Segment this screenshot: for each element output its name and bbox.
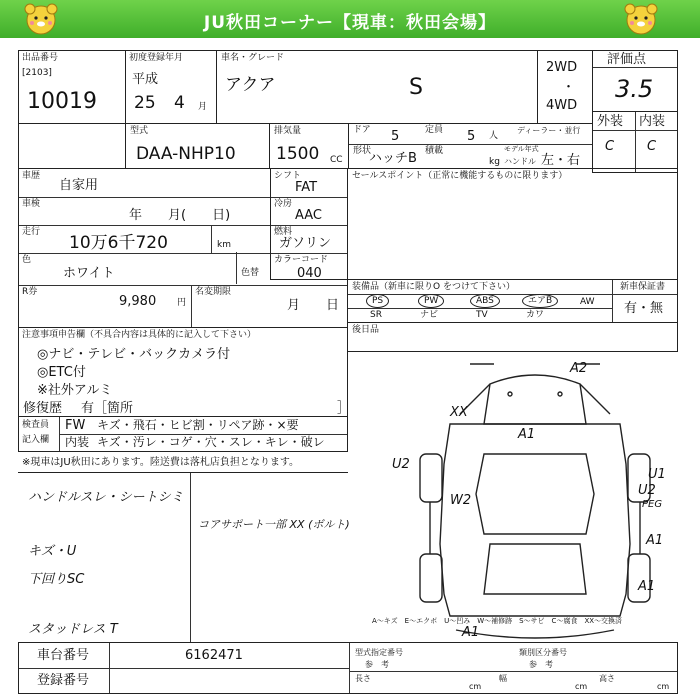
shift-ac-fuel-box: シフト FAT 冷房 AAC 燃料 ガソリン カラーコード 040 — [270, 168, 348, 280]
damage-mark: A2 — [570, 361, 588, 376]
damage-mark: W2 — [450, 493, 472, 508]
model-box: 車名・グレード アクア S — [216, 50, 538, 124]
banner-title: JU秋田コーナー【現車：秋田会場】 — [203, 13, 497, 33]
damage-mark: A1 — [638, 579, 656, 594]
details-block: 車歴 自家用 車検 年 月( 日) 走行 10万6千720 km 色 ホワイト 色替 R券 9,980 円 名変期限 月 日 — [18, 168, 348, 328]
lot-number: 10019 — [27, 89, 97, 114]
damage-mark: A1 — [646, 533, 664, 548]
score-box: 評価点 3.5 — [592, 50, 678, 112]
sales-point-box: セールスポイント（正常に機能するものに限ります） — [347, 168, 678, 280]
spacer-left — [18, 123, 126, 169]
remarks-box: ハンドルスレ・シートシミ キズ・U 下回りSC スタッドレス T コアサポート一部 XX (ボルト) — [18, 472, 348, 642]
damage-mark: U2 — [638, 483, 656, 498]
aftermarket-box: 後日品 — [347, 322, 678, 352]
equipment-box: 装備品（新車に限りO をつけて下さい） 新車保証書 PS PW ABS エアB AW SR ナビ TV カワ 有・無 — [347, 279, 678, 323]
damage-mark: XX — [450, 405, 468, 420]
score: 3.5 — [615, 75, 654, 103]
condition-box: 外装 内装 C C — [592, 111, 678, 173]
car-name: アクア — [225, 75, 276, 95]
type-box: 型式 DAA-NHP10 — [125, 123, 270, 169]
lot-box: 出品番号 [2103] 10019 — [18, 50, 126, 124]
disclaimer: ※現車はJU秋田にあります。陸送費は落札店負担となります。 — [22, 457, 300, 468]
car-diagram — [390, 354, 680, 654]
doors-box: ドア 5 定員 5 人 ディーラー・並行 形状 ハッチB 積載 kg モデル年式 ハンドル 左・右 — [348, 123, 593, 169]
drive-box: 2WD ・ 4WD — [537, 50, 593, 124]
footer-box: 車台番号 6162471 登録番号 型式指定番号 参 考 類別区分番号 参 考 長さ cm 幅 cm 高さ cm — [18, 642, 678, 694]
damage-mark: U2 — [392, 457, 410, 472]
header-banner — [0, 0, 700, 38]
inspector-box: 検査員 記入欄 FW キズ・飛石・ヒビ割・リペア跡・×要 内装 キズ・汚レ・コゲ・穴・スレ・キレ・破レ — [18, 416, 348, 452]
damage-mark: U1 — [648, 467, 666, 482]
damage-legend: A～キズ E～エクボ U～凹み W～補修跡 S～サビ C～腐食 XX～交換済 — [372, 617, 623, 625]
damage-mark: PEG — [642, 499, 663, 510]
damage-mark: A1 — [462, 625, 480, 640]
displacement-box: 排気量 1500 CC — [269, 123, 349, 169]
damage-mark: A1 — [518, 427, 536, 442]
mascot-icon — [622, 2, 660, 36]
grade: S — [409, 75, 423, 100]
auction-sheet — [18, 44, 678, 696]
registration-box: 初度登録年月 平成 25 4 月 — [125, 50, 217, 124]
notes-box: 注意事項申告欄（不具合内容は具体的に記入して下さい） ◎ナビ・テレビ・バックカメラ付 ◎ETC付 ※社外アルミ 修復歴 有［箇所 ］ — [18, 327, 348, 417]
